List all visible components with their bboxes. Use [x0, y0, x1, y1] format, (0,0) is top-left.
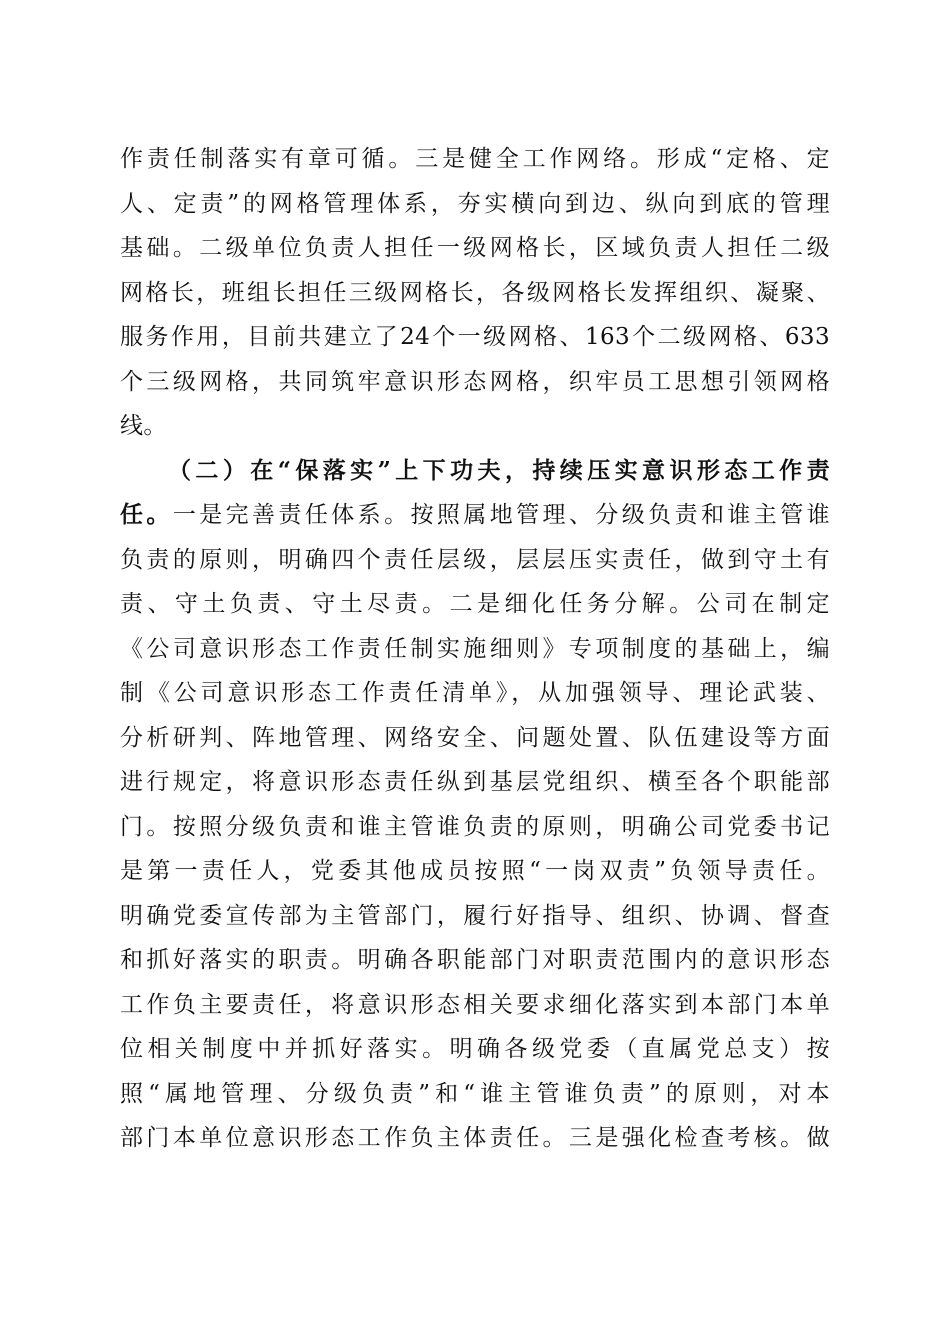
text-line: 进行规定，将意识形态责任纵到基层党组织、横至各个职能部: [120, 769, 830, 795]
section-heading-end: 任。: [120, 501, 173, 528]
text-line: 责、守土负责、守土尽责。二是细化任务分解。公司在制定: [120, 591, 830, 617]
text-line: 工作负主要责任，将意识形态相关要求细化落实到本部门本单: [120, 991, 830, 1018]
text-line: 和抓好落实的职责。明确各职能部门对职责范围内的意识形态: [120, 947, 830, 973]
text-line: 照“属地管理、分级负责”和“谁主管谁负责”的原则，对本: [120, 1080, 830, 1107]
text-line: [120, 493, 830, 538]
text-line: 制《公司意识形态工作责任清单》，从加强领导、理论武装、: [120, 680, 830, 706]
text-line: 个三级网格，共同筑牢意识形态网格，织牢员工思想引领网格: [120, 368, 830, 395]
text-line: 服务作用，目前共建立了24个一级网格、163个二级网格、633: [120, 324, 830, 350]
text-line: 人、定责”的网格管理体系，夯实横向到边、纵向到底的管理: [120, 190, 830, 217]
paragraph-grid-network: [120, 137, 830, 449]
paragraph-responsibility: [120, 449, 830, 1161]
text-line: 是第一责任人，党委其他成员按照“一岗双责”负领导责任。: [120, 858, 830, 884]
text-line: 明确党委宣传部为主管部门，履行好指导、组织、协调、督查: [120, 902, 830, 929]
section-heading: （二）在“保落实”上下功夫，持续压实意识形态工作责: [168, 456, 830, 484]
text-line: 位相关制度中并抓好落实。明确各级党委（直属党总支）按: [120, 1036, 830, 1062]
text-line: 线。: [120, 413, 167, 439]
text-line-content: 一是完善责任体系。按照属地管理、分级负责和谁主管谁: [172, 502, 831, 528]
text-line: 网格长，班组长担任三级网格长，各级网格长发挥组织、凝聚、: [120, 279, 830, 306]
text-line: 《公司意识形态工作责任制实施细则》专项制度的基础上，编: [120, 635, 830, 662]
text-line: 负责的原则，明确四个责任层级，层层压实责任，做到守土有: [120, 546, 830, 573]
text-line: 部门本单位意识形态工作负主体责任。三是强化检查考核。做: [120, 1125, 830, 1151]
text-line: 分析研判、阵地管理、网络安全、问题处置、队伍建设等方面: [120, 724, 830, 751]
text-line: 基础。二级单位负责人担任一级网格长，区域负责人担任二级: [120, 235, 830, 261]
document-body: [120, 137, 830, 1161]
text-line: 门。按照分级负责和谁主管谁负责的原则，明确公司党委书记: [120, 813, 830, 840]
text-line: 作责任制落实有章可循。三是健全工作网络。形成“定格、定: [120, 146, 830, 172]
